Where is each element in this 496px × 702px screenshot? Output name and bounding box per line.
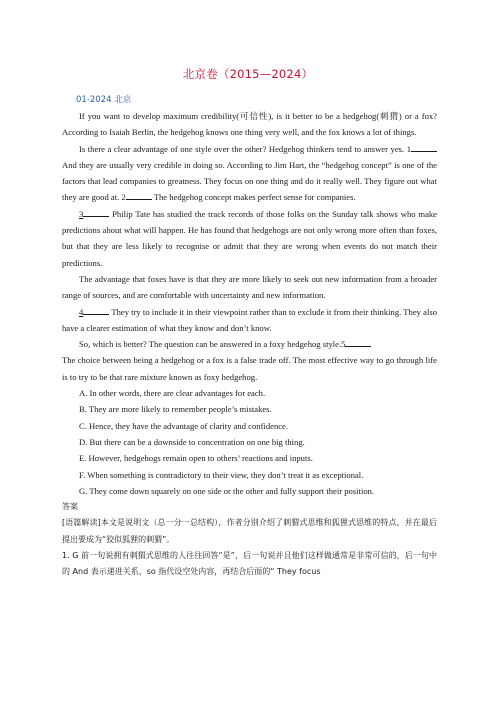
blank-2 xyxy=(126,190,152,200)
option-d: D. But there can be a downside to concentration on one big thing. xyxy=(79,436,305,447)
paragraph-2: Is there a clear advantage of one style over the other? Hedgehog thinkers tend to answer yes. 1 And they are usually very credible in doing so. According to Jim Hart, the “hedgehog concept” is one of the factors that lead companies to greatness. They focus on one thing and do it really well. They figure out what they are good at. 2 The hedgehog concept makes perfect sense for companies. xyxy=(62,143,437,203)
blank-3-number: 3 xyxy=(79,208,84,219)
paragraph-6: So, which is better? The question can be answered in a foxy hedgehog style.5 xyxy=(62,336,437,352)
blank-4-number: 4 xyxy=(79,306,84,317)
passage-body xyxy=(62,108,437,581)
option-g: G. They come down squarely on one side or the other and fully support their position. xyxy=(79,485,375,496)
blank-4 xyxy=(83,305,109,315)
blank-5 xyxy=(345,337,371,347)
option-a: A. In other words, there are clear advantages for each. xyxy=(79,388,266,399)
paragraph-7: The choice between being a hedgehog or a fox is a false trade off. The most effective way to go through life is to try to be that rare mixture known as foxy hedgehog. xyxy=(62,355,437,382)
option-e: E. However, hedgehogs remain open to others’ reactions and inputs. xyxy=(79,453,313,464)
answer-analysis: [语篇解读]本文是说明文（总一分一总结构），作者分别介绍了刺猬式思维和狐狸式思维的特点，并在最后提出要成为“狡似狐狸的刺猬”。 xyxy=(62,518,437,544)
blank-3 xyxy=(83,207,109,217)
paragraph-3: 3 Philip Tate has studied the track records of those folks on the Sunday talk shows who make predictions about what will happen. He has found that hedgehogs are not only wrong more often than foxes, but that they are less likely to recognise or admit that they are wrong when events do not match their predictions. xyxy=(62,208,437,268)
paragraph-4: The advantage that foxes have is that they are more likely to seek out new information from a broader range of sources, and are comfortable with uncertainty and new information. xyxy=(62,273,437,301)
option-f: F. When something is contradictory to their view, they don’t treat it as exceptional. xyxy=(79,469,364,480)
section-heading: 01-2024 北京 xyxy=(76,95,132,105)
answer-item-1: 1. G 前一句说拥有刺猬式思维的人往往回答“是”，后一句说并且他们这样做通常是非常可信的，后一句中的 And 表示递进关系，so 指代设空处内容，再结合后面的“ They focus xyxy=(62,551,437,577)
option-b: B. They are more likely to remember people’s mistakes. xyxy=(79,404,272,415)
paragraph-5: 4 They try to include it in their viewpoint rather than to exclude it from their thinking. They also have a clearer estimation of what they know and don’t know. xyxy=(62,306,437,333)
option-c: C. Hence, they have the advantage of clarity and confidence. xyxy=(79,420,289,431)
paragraph-1: If you want to develop maximum credibility(可信性), is it better to be a hedgehog(刺猬) or a fox? According to Isaiah Berlin, the hedgehog knows one thing very well, and the fox knows a lot of things. xyxy=(62,111,437,138)
blank-1 xyxy=(411,142,437,152)
answer-label: 答案 xyxy=(62,502,78,512)
page-title: 北京卷（2015—2024） xyxy=(182,67,314,81)
